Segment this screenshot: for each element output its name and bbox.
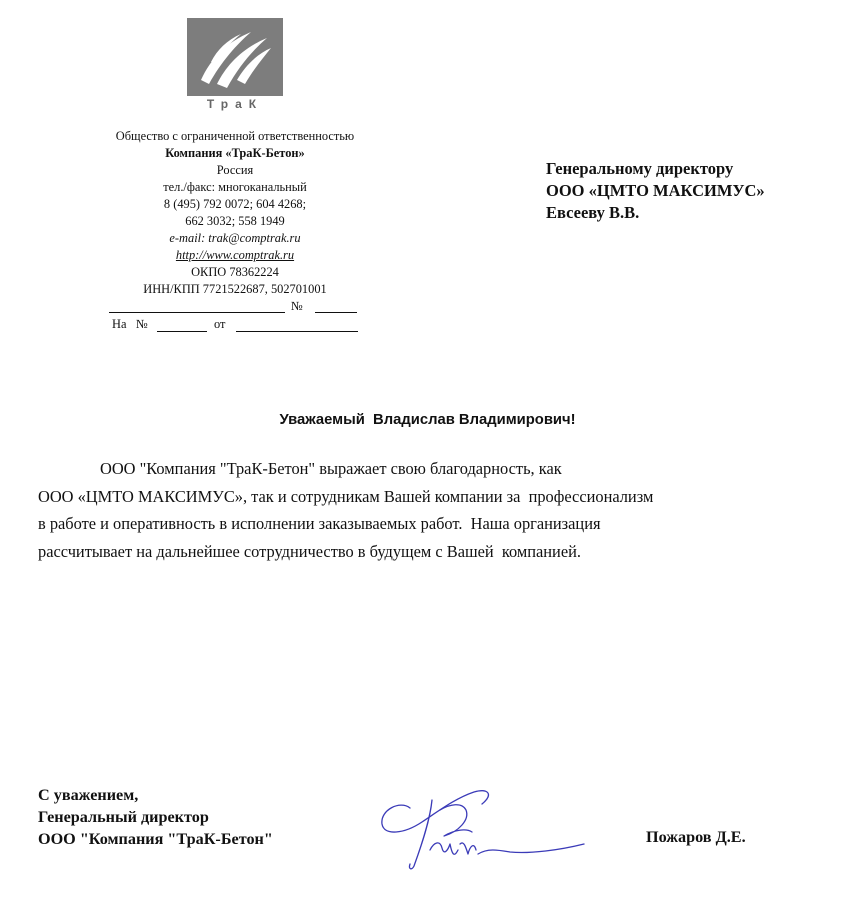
sender-email: e-mail: trak@comptrak.ru (169, 231, 301, 245)
body-line: ООО «ЦМТО МАКСИМУС», так и сотрудникам Вашей компании за профессионализм (38, 486, 654, 506)
recipient-position: Генеральному директору (546, 159, 734, 178)
outgoing-number-line (315, 312, 357, 313)
sender-phone-label: тел./факс: многоканальный (163, 180, 307, 194)
sender-block (60, 128, 410, 298)
sender-legal-form: Общество с ограниченной ответственностью (115, 129, 355, 143)
closing-position: Генеральный директор (38, 808, 209, 826)
sender-phones-2: 662 3032; 558 1949 (185, 214, 285, 228)
closing-regards: С уважением, (38, 786, 139, 804)
sender-phones-1: 8 (495) 792 0072; 604 4268; (163, 197, 307, 211)
incoming-date-line (236, 331, 358, 332)
incoming-reference (112, 317, 372, 333)
logo-wordmark: ТраК (206, 97, 264, 111)
salutation-text: Уважаемый Владислав Владимирович! (279, 412, 576, 428)
recipient-block (546, 158, 765, 224)
letter-body (38, 455, 808, 565)
incoming-number-label: № (136, 317, 148, 331)
body-line: в работе и оперативность в исполнении заказываемых работ. Наша организация (38, 514, 601, 533)
body-line: рассчитывает на дальнейшее сотрудничество в будущем с Вашей компанией. (38, 541, 581, 561)
incoming-on-label: На (112, 317, 127, 331)
sender-country: Россия (216, 163, 254, 177)
handwritten-signature (370, 770, 600, 885)
outgoing-number-label: № (291, 299, 303, 313)
body-line: ООО "Компания "ТраК-Бетон" выражает свою благодарность, как (100, 459, 562, 478)
recipient-name: Евсееву В.В. (546, 203, 640, 222)
incoming-from-label: от (214, 317, 226, 331)
salutation (0, 412, 855, 428)
recipient-company: ООО «ЦМТО МАКСИМУС» (546, 181, 765, 200)
closing-block (38, 784, 273, 850)
incoming-number-line (157, 331, 207, 332)
sender-inn-kpp: ИНН/КПП 7721522687, 502701001 (143, 282, 327, 296)
company-logo (187, 18, 283, 96)
sender-company: Компания «ТраК-Бетон» (165, 146, 305, 160)
closing-company: ООО "Компания "ТраК-Бетон" (38, 830, 273, 848)
signer-name: Пожаров Д.Е. (646, 828, 746, 846)
sender-website: http://www.comptrak.ru (175, 248, 295, 262)
outgoing-date-line (109, 312, 285, 313)
outgoing-reference (109, 299, 359, 315)
sender-okpo: ОКПО 78362224 (191, 265, 279, 279)
